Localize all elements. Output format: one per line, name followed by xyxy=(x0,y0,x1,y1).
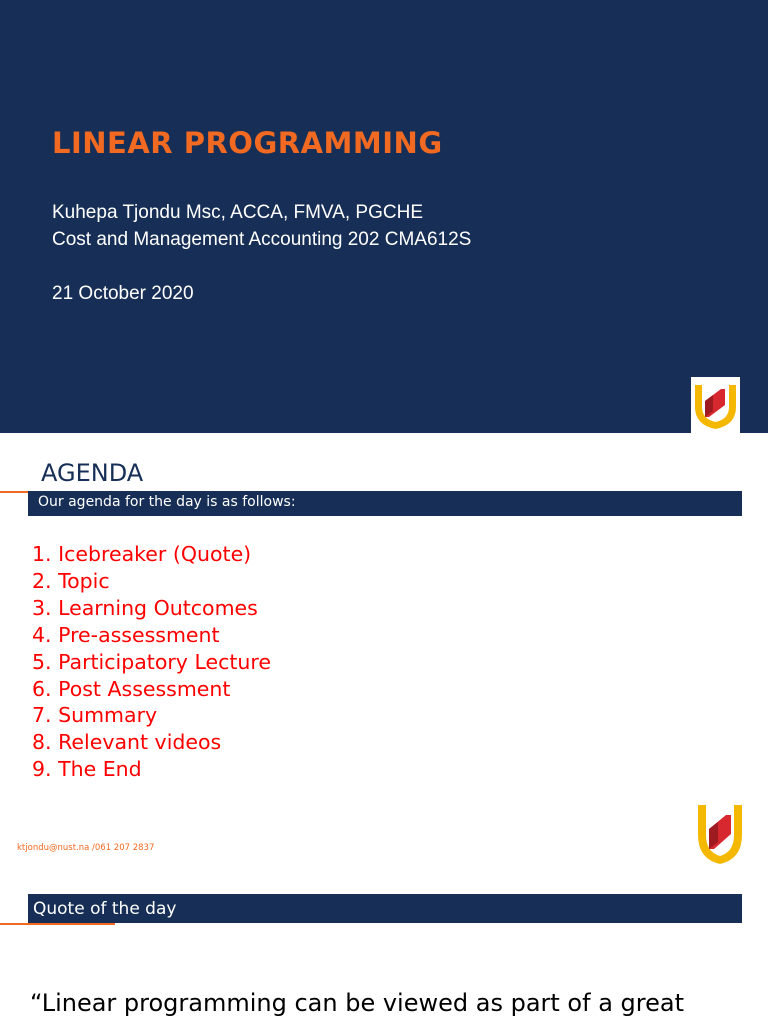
agenda-item: 6. Post Assessment xyxy=(32,676,231,701)
quote-heading-bar xyxy=(28,894,742,923)
agenda-item: 3. Learning Outcomes xyxy=(32,595,258,620)
agenda-item: 1. Icebreaker (Quote) xyxy=(32,542,252,566)
agenda-item: 4. Pre-assessment xyxy=(32,622,220,647)
agenda-item: 2. Topic xyxy=(32,568,110,593)
accent-line xyxy=(0,491,30,493)
title-slide xyxy=(0,0,768,433)
agenda-heading: AGENDA xyxy=(41,459,144,487)
date-line: 21 October 2020 xyxy=(52,283,194,304)
accent-line xyxy=(0,923,115,925)
quote-heading: Quote of the day xyxy=(33,899,177,919)
agenda-item: 7. Summary xyxy=(32,703,158,728)
quote-text: “Linear programming can be viewed as part of a great xyxy=(30,989,684,1017)
university-logo xyxy=(691,377,740,433)
shield-icon xyxy=(695,799,745,867)
agenda-intro: Our agenda for the day is as follows: xyxy=(38,494,296,510)
agenda-item: 8. Relevant videos xyxy=(32,730,222,755)
slide-title: LINEAR PROGRAMMING xyxy=(52,126,443,160)
agenda-item: 5. Participatory Lecture xyxy=(32,649,272,674)
shield-icon xyxy=(691,377,740,433)
course-line: Cost and Management Accounting 202 CMA612S xyxy=(52,229,472,250)
author-line: Kuhepa Tjondu Msc, ACCA, FMVA, PGCHE xyxy=(52,202,423,223)
quote-slide xyxy=(0,881,768,1024)
agenda-item: 9. The End xyxy=(32,757,142,782)
contact-info: ktjondu@nust.na /061 207 2837 xyxy=(17,843,155,853)
agenda-slide xyxy=(0,433,768,881)
agenda-intro-bar xyxy=(28,491,742,516)
university-logo xyxy=(695,799,745,867)
agenda-list xyxy=(32,541,271,783)
